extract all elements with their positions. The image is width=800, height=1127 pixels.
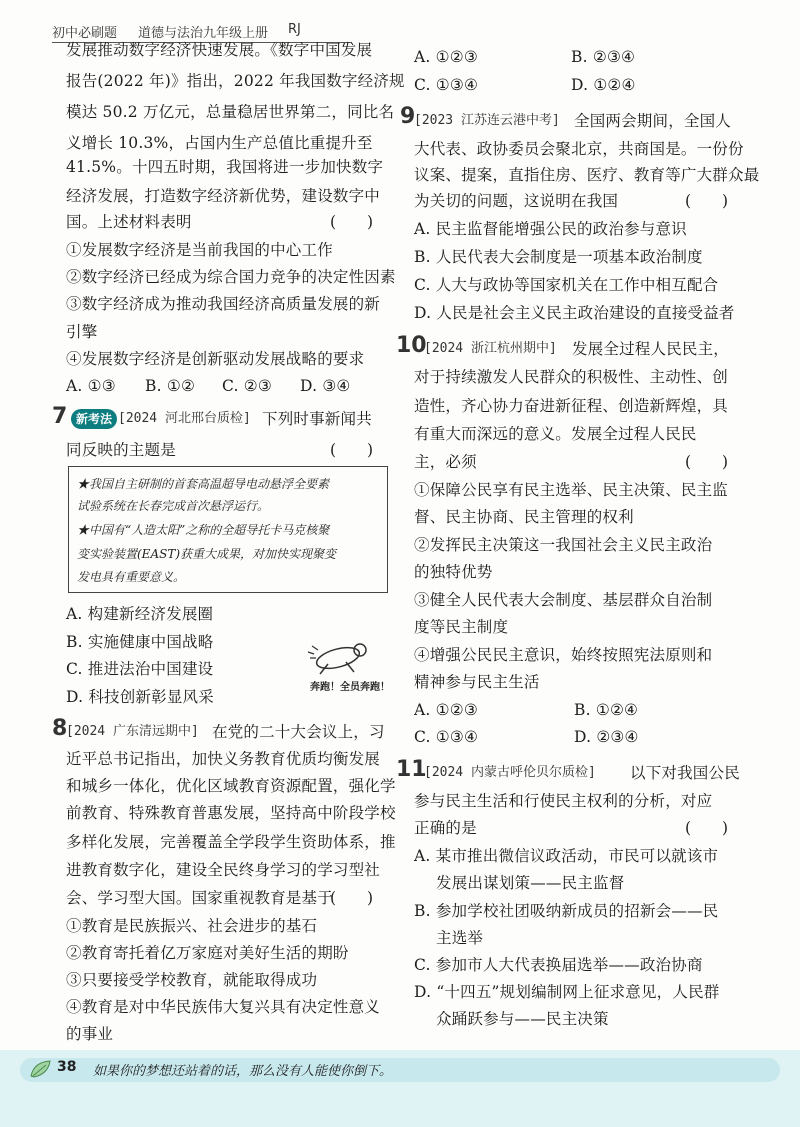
q6-line: 模达 50.2 万亿元，总量稳居世界第二，同比名 <box>66 103 395 121</box>
q9-option-d[interactable]: D. 人民是社会主义民主政治建设的直接受益者 <box>414 304 735 322</box>
q9-option-a[interactable]: A. 民主监督能增强公民的政治参与意识 <box>414 220 687 238</box>
q7-source: [2024 河北邢台质检] <box>118 411 251 426</box>
q10-line: 对于持续激发人民群众的积极性、主动性、创 <box>414 368 729 386</box>
q8-line: 进教育数字化，建设全民终身学习的学习型社 <box>66 861 381 879</box>
q10-item: ①保障公民享有民主选举、民主决策、民主监 <box>414 481 729 499</box>
q8-line: 前教育、特殊教育普惠发展，坚持高中阶段学校 <box>66 804 396 822</box>
news-line: 试验系统在长春完成首次悬浮运行。 <box>77 499 270 513</box>
q9-line: 议案、提案，直指住房、医疗、教育等广大群众最 <box>414 166 760 184</box>
q8-line: 近平总书记指出，加快义务教育优质均衡发展 <box>66 750 381 768</box>
q8-line: 多样化发展，完善覆盖全学段学生资助体系，推 <box>66 833 396 851</box>
q6-option-c[interactable]: C. ②③ <box>222 377 272 395</box>
q8-option-a[interactable]: A. ①②③ <box>414 48 478 66</box>
footer-motto: 如果你的梦想还站着的话，那么没有人能使你倒下。 <box>93 1064 393 1079</box>
q8-source: [2024 广东清远期中] <box>66 724 199 739</box>
q7-number: 7 <box>52 404 68 429</box>
q11-line: 参与民主生活和行使民主权利的分析，对应 <box>414 792 713 810</box>
q6-line: 国。上述材料表明 <box>66 213 192 231</box>
q10-item: 督、民主协商、民主管理的权利 <box>414 508 634 526</box>
series-title: 初中必刷题 <box>52 26 118 41</box>
q11-option-d[interactable]: D. “十四五”规划编制网上征求意见，人民群 <box>414 983 720 1001</box>
new-method-badge: 新考法 <box>71 409 117 429</box>
q11-option-a[interactable]: A. 某市推出微信议政活动，市民可以就该市 <box>414 847 719 865</box>
q10-option-a[interactable]: A. ①②③ <box>414 701 478 719</box>
q7-stem: 下列时事新闻共 <box>262 410 372 428</box>
q8-stem: 在党的二十大会议上，习 <box>212 723 385 741</box>
q6-line: 报告(2022 年)》指出，2022 年我国数字经济规 <box>66 72 405 90</box>
q6-option-a[interactable]: A. ①③ <box>66 377 116 395</box>
q11-source: [2024 内蒙古呼伦贝尔质检] <box>424 765 596 780</box>
q8-option-b[interactable]: B. ②③④ <box>571 48 636 66</box>
q11-option-b-cont: 主选举 <box>436 929 484 947</box>
q8-item: ③只要接受学校教育，就能取得成功 <box>66 971 318 989</box>
news-line: ★中国有“人造太阳”之称的全超导托卡马克核聚 <box>77 523 330 537</box>
q9-stem: 全国两会期间，全国人 <box>574 112 732 130</box>
q9-number: 9 <box>400 104 416 129</box>
cartoon-caption: 奔跑！全员奔跑！ <box>310 682 390 693</box>
q7-answer-paren[interactable]: ( ) <box>330 441 374 459</box>
edition-label: RJ <box>288 22 301 37</box>
news-line: 变实验装置(EAST)获重大成果，对加快实现聚变 <box>77 547 337 561</box>
q6-item: ①发展数字经济是当前我国的中心工作 <box>66 241 333 259</box>
leaf-icon <box>28 1058 54 1080</box>
q10-item: 度等民主制度 <box>414 618 509 636</box>
q8-number: 8 <box>52 716 68 741</box>
page-number: 38 <box>57 1059 77 1075</box>
q8-line: 和城乡一体化，优化区域教育资源配置，强化学 <box>66 777 396 795</box>
q11-option-c[interactable]: C. 参加市人大代表换届选举——政治协商 <box>414 956 703 974</box>
q11-answer-paren[interactable]: ( ) <box>685 819 729 837</box>
q6-line: 发展推动数字经济快速发展。《数字中国发展 <box>66 41 373 59</box>
q9-line: 大代表、政协委员会聚北京，共商国是。一份份 <box>414 140 744 158</box>
q8-option-c[interactable]: C. ①③④ <box>414 76 479 94</box>
q10-stem: 发展全过程人民民主， <box>572 340 730 358</box>
q7-stem: 同反映的主题是 <box>66 441 176 459</box>
q10-line: 有重大而深远的意义。发展全过程人民民 <box>414 425 697 443</box>
q10-item: ②发挥民主决策这一我国社会主义民主政治 <box>414 536 713 554</box>
q10-answer-paren[interactable]: ( ) <box>685 453 729 471</box>
q10-source: [2024 浙江杭州期中] <box>424 341 557 356</box>
q6-answer-paren[interactable]: ( ) <box>330 213 374 231</box>
q8-answer-paren[interactable]: ( ) <box>330 889 374 907</box>
q10-number: 10 <box>396 333 427 358</box>
q8-item: 的事业 <box>66 1025 114 1043</box>
q9-option-b[interactable]: B. 人民代表大会制度是一项基本政治制度 <box>414 248 703 266</box>
q6-option-d[interactable]: D. ③④ <box>300 377 351 395</box>
q7-option-d[interactable]: D. 科技创新彰显风采 <box>66 688 214 706</box>
q9-option-c[interactable]: C. 人大与政协等国家机关在工作中相互配合 <box>414 276 719 294</box>
q10-item: ③健全人民代表大会制度、基层群众自治制 <box>414 591 713 609</box>
q11-line: 正确的是 <box>414 819 477 837</box>
news-line: ★我国自主研制的首套高温超导电动悬浮全要素 <box>77 477 330 491</box>
q8-item: ②教育寄托着亿万家庭对美好生活的期盼 <box>66 944 349 962</box>
q6-line: 义增长 10.3%，占国内生产总值比重提升至 <box>66 134 373 152</box>
news-box <box>68 466 388 593</box>
q6-item: 引擎 <box>66 323 98 341</box>
q8-item: ①教育是民族振兴、社会进步的基石 <box>66 917 318 935</box>
q8-line: 会、学习型大国。国家重视教育是基于 <box>66 889 333 907</box>
q6-line: 经济发展，打造数字经济新优势，建设数字中 <box>66 187 381 205</box>
q6-item: ④发展数字经济是创新驱动发展战略的要求 <box>66 350 365 368</box>
q9-answer-paren[interactable]: ( ) <box>685 192 729 210</box>
q9-source: [2023 江苏连云港中考] <box>414 113 560 128</box>
q11-option-a-cont: 发展出谋划策——民主监督 <box>436 874 625 892</box>
q6-line: 41.5%。十四五时期，我国将进一步加快数字 <box>66 158 384 176</box>
q6-item: ③数字经济成为推动我国经济高质量发展的新 <box>66 295 381 313</box>
q10-option-c[interactable]: C. ①③④ <box>414 728 479 746</box>
q10-line: 造性，齐心协力奋进新征程、创造新辉煌，具 <box>414 397 729 415</box>
q10-item: 的独特优势 <box>414 563 493 581</box>
q8-item: ④教育是对中华民族伟大复兴具有决定性意义 <box>66 998 381 1016</box>
q6-item: ②数字经济已经成为综合国力竞争的决定性因素 <box>66 268 396 286</box>
book-title: 道德与法治九年级上册 <box>138 26 269 41</box>
q11-option-b[interactable]: B. 参加学校社团吸纳新成员的招新会——民 <box>414 902 719 920</box>
q8-option-d[interactable]: D. ①②④ <box>571 76 636 94</box>
q10-option-d[interactable]: D. ②③④ <box>574 728 639 746</box>
q10-item: ④增强公民民主意识，始终按照宪法原则和 <box>414 646 713 664</box>
q7-option-b[interactable]: B. 实施健康中国战略 <box>66 633 214 651</box>
q9-line: 为关切的问题，这说明在我国 <box>414 192 619 210</box>
news-line: 发电具有重要意义。 <box>77 570 186 584</box>
q10-option-b[interactable]: B. ①②④ <box>574 701 639 719</box>
q11-option-d-cont: 众踊跃参与——民主决策 <box>436 1010 609 1028</box>
q7-option-c[interactable]: C. 推进法治中国建设 <box>66 660 214 678</box>
q10-line: 主，必须 <box>414 453 477 471</box>
q11-number: 11 <box>396 757 427 782</box>
q7-option-a[interactable]: A. 构建新经济发展圈 <box>66 605 214 623</box>
q11-stem: 以下对我国公民 <box>630 764 740 782</box>
q6-option-b[interactable]: B. ①② <box>145 377 196 395</box>
q10-item: 精神参与民主生活 <box>414 673 540 691</box>
